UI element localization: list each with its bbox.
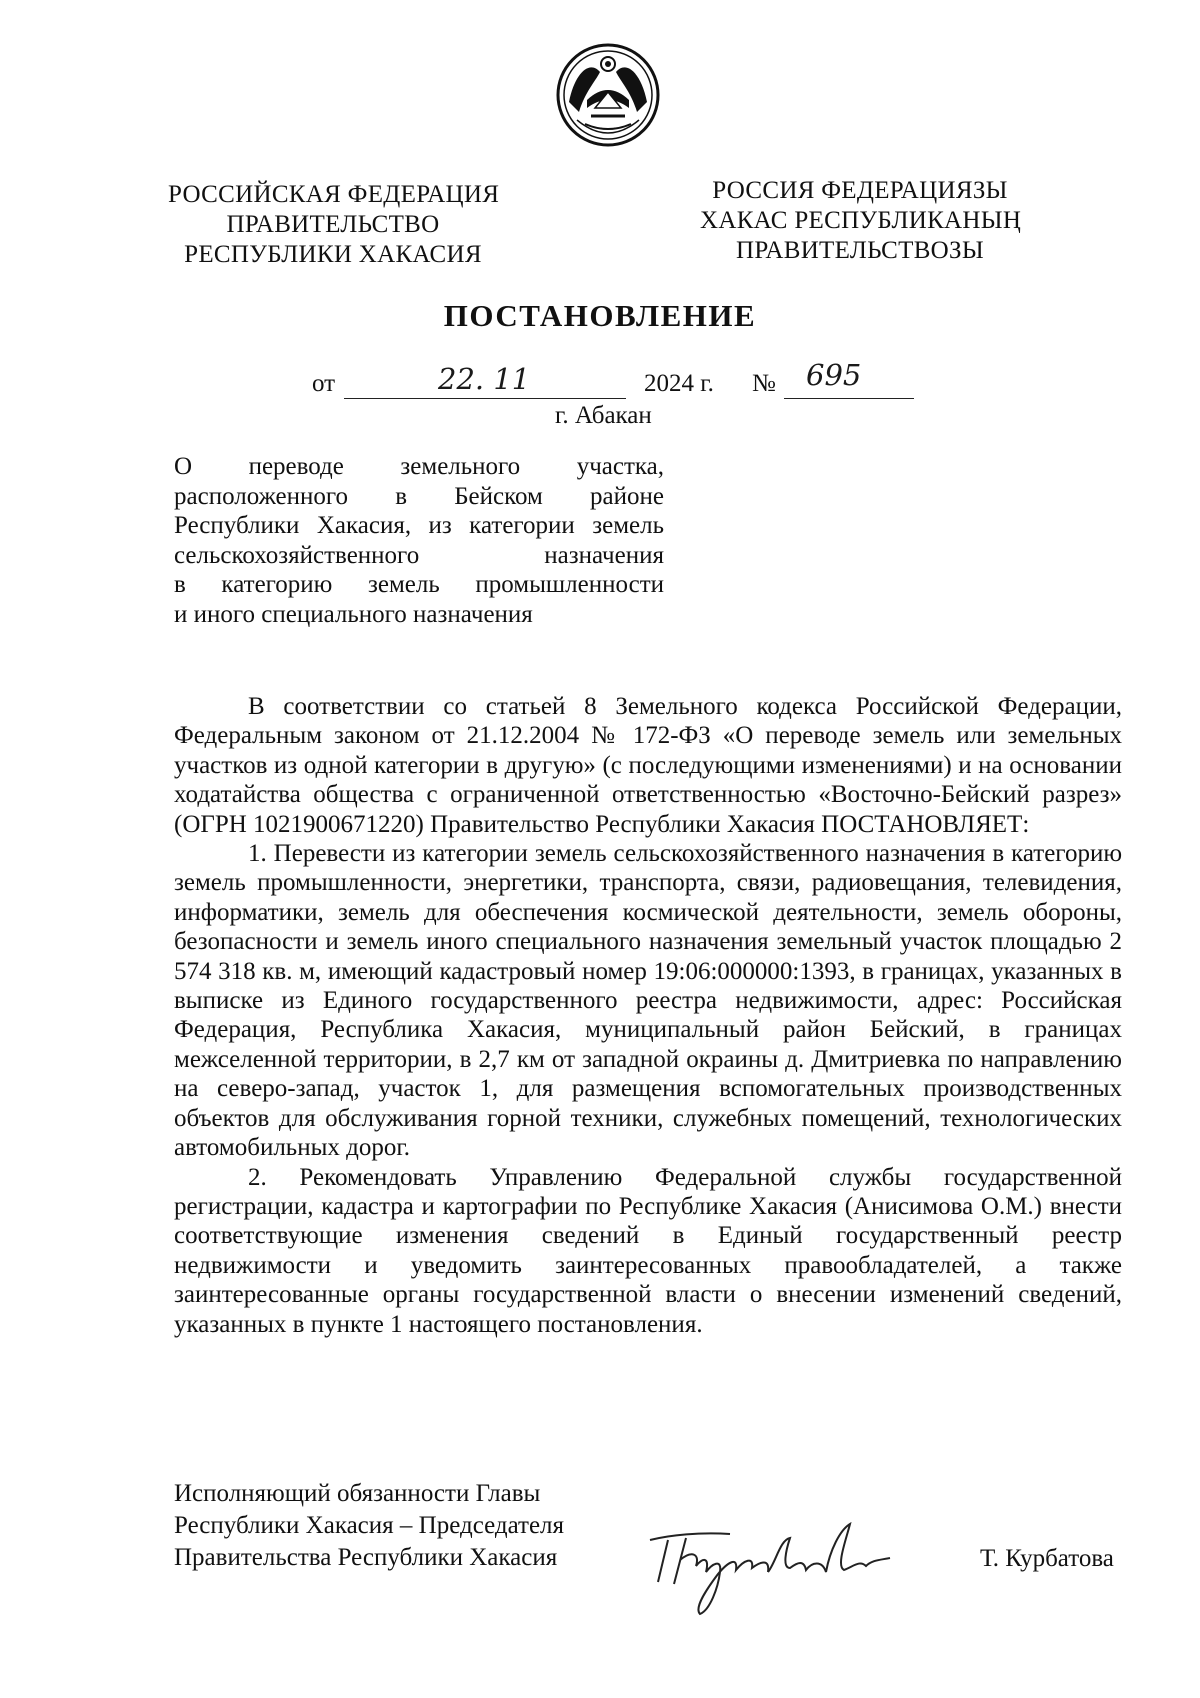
header-right-line-1: РОССИЯ ФЕДЕРАЦИЯЗЫ [712,177,1008,204]
signatory-position-line-3: Правительства Республики Хакасия [174,1544,558,1571]
body-clause-2: 2. Рекомендовать Управлению Федеральной службы государственной регистрации, кадастра и картографии по Республике Хакасия (Анисимова О.М.) внести соответствующие изменения сведений в Единый государственный реестр недвижимости и уведомить заинтересованных правообладателей, а также заинтересованные органы государственной власти о внесении изменений сведений, указанных в пункте 1 настоящего постановления. [174,1163,1122,1338]
document-type-title: ПОСТАНОВЛЕНИЕ [443,298,757,333]
document-body [174,692,1122,1339]
document-subject [174,452,664,629]
header-khakas [700,176,1020,266]
number-handwritten: 695 [806,358,862,392]
subject-line-6: и иного специального назначения [174,600,533,628]
signatory-position-line-2: Республики Хакасия – Председателя [174,1512,565,1539]
subject-line-3: Республики Хакасия, из категории земель [174,512,664,539]
body-preamble: В соответствии со статьей 8 Земельного кодекса Российской Федерации, Федеральным законом от 21.12.2004 № 172-ФЗ «О переводе земель или земельных участков из одной категории в другую» (с последующими изменениями) и на основании ходатайства общества с ограниченной ответственностью «Восточно-Бейский разрез» (ОГРН 1021900671220) Правительство Республики Хакасия ПОСТАНОВЛЯЕТ: [174,693,1122,838]
signatory-position [174,1478,594,1574]
subject-line-5: в категорию земель промышленности [174,571,664,598]
handwritten-signature-icon [640,1510,900,1620]
subject-line-1: О переводе земельного участка, [174,453,664,480]
subject-line-2: расположенного в Бейском районе [174,482,664,510]
subject-line-4: сельскохозяйственного назначения [174,541,664,569]
number-underline [784,398,914,399]
header-russian [168,180,498,270]
signatory-position-line-1: Исполняющий обязанности Главы [174,1480,541,1507]
header-right-line-3: ПРАВИТЕЛЬСТВОЗЫ [736,237,984,264]
date-underline [344,398,626,399]
number-label: № [752,370,776,397]
header-right-line-2: ХАКАС РЕСПУБЛИКАНЫҢ [700,207,1022,234]
header-left-line-2: ПРАВИТЕЛЬСТВО [226,211,440,238]
header-left-line-1: РОССИЙСКАЯ ФЕДЕРАЦИЯ [168,181,500,208]
year-label: 2024 г. [644,370,714,397]
from-label: от [312,370,336,397]
city-label: г. Абакан [555,402,652,429]
date-handwritten: 22. 11 [438,362,531,396]
coat-of-arms-icon [555,42,661,148]
header-left-line-3: РЕСПУБЛИКИ ХАКАСИЯ [184,241,482,268]
signer-name: Т. Курбатова [980,1545,1114,1572]
body-clause-1: 1. Перевести из категории земель сельскохозяйственного назначения в категорию земель промышленности, энергетики, транспорта, связи, радиовещания, телевидения, информатики, земель для обеспечения космической деятельности, земель обороны, безопасности и земель иного специального назначения земельный участок площадью 2 574 318 кв. м, имеющий кадастровый номер 19:06:000000:1393, в границах, указанных в выписке из Единого государственного реестра недвижимости, адрес: Российская Федерация, Республика Хакасия, муниципальный район Бейский, в границах межселенной территории, в 2,7 км от западной окраины д. Дмитриевка по направлению на северо-запад, участок 1, для размещения вспомогательных производственных объектов для обслуживания горной техники, служебных помещений, технологических автомобильных дорог. [174,840,1122,1162]
